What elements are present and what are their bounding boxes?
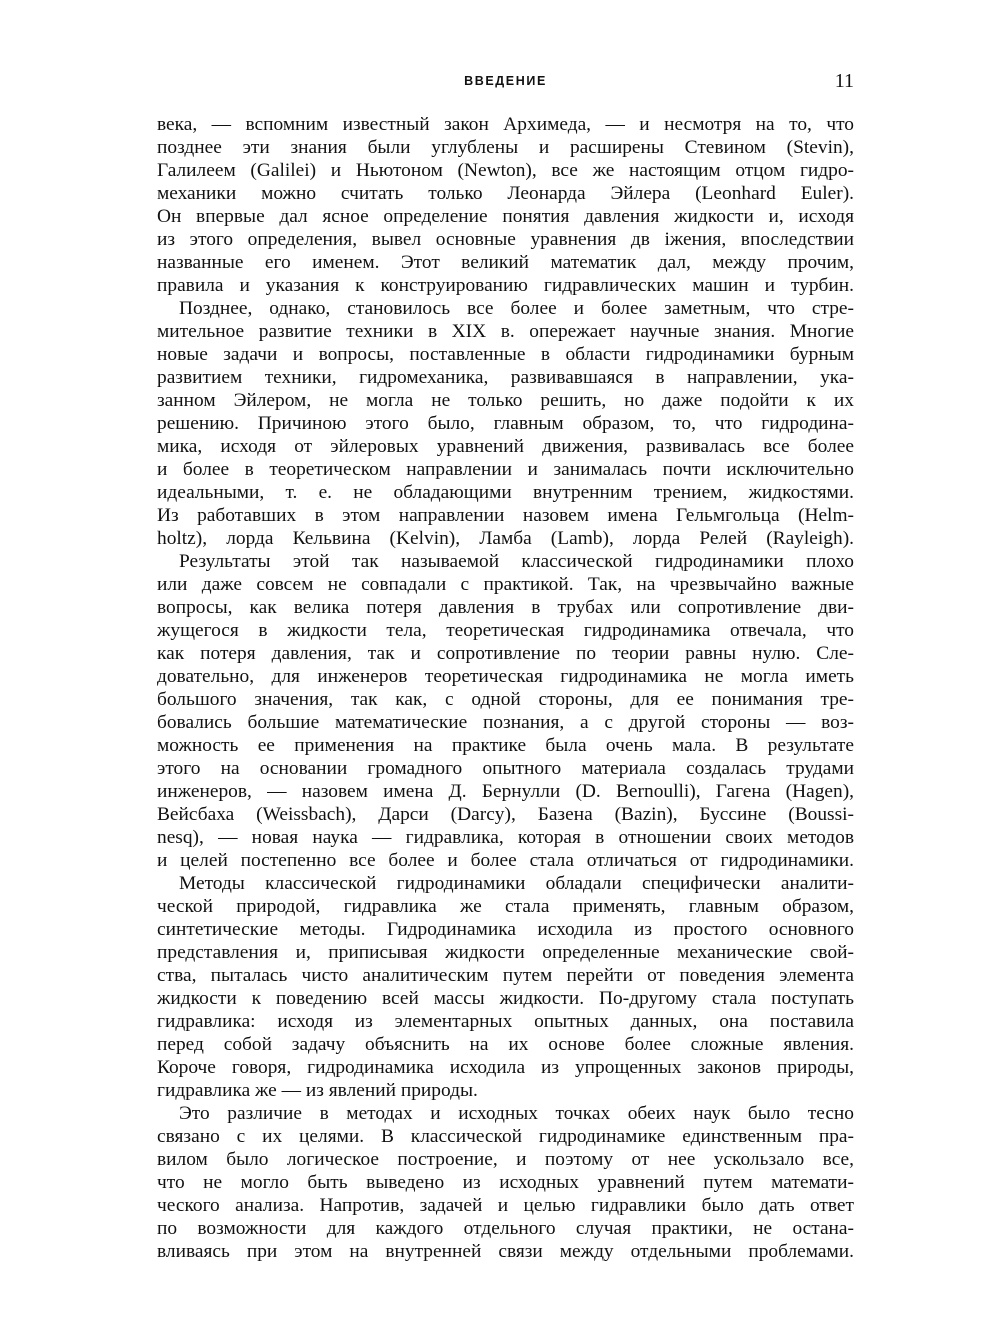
text-line: решению. Причиною этого было, главным образом, то, что гидродина- <box>157 413 854 434</box>
text-line: вилом было логическое построение, и поэтому от нее ускользало все, <box>157 1149 854 1170</box>
text-line: новые задачи и вопросы, поставленные в области гидродинамики бурным <box>157 344 854 365</box>
text-line: вопросы, как велика потеря давления в трубах или сопротивление дви- <box>157 597 854 618</box>
text-line: представления и, приписывая жидкости определенные механические свой- <box>157 942 854 963</box>
text-line: жущегося в жидкости тела, теоретическая гидродинамика отвечала, что <box>157 620 854 641</box>
text-line: жидкости к поведению всей массы жидкости. По-другому стала поступать <box>157 988 854 1009</box>
text-line: идеальными, т. е. не обладающими внутренним трением, жидкостями. <box>157 482 854 503</box>
paragraph-start-line: Позднее, однако, становилось все более и более заметным, что стре- <box>179 298 854 319</box>
running-header <box>157 70 854 94</box>
paragraph-end-line: гидравлика же — из явлений природы. <box>157 1080 478 1101</box>
text-line: названные его именем. Этот великий математик дал, между прочим, <box>157 252 854 273</box>
text-line: nesq), — новая наука — гидравлика, которая в отношении своих методов <box>157 827 854 848</box>
text-line: мика, исходя от эйлеровых уравнений движения, развивалась все более <box>157 436 854 457</box>
text-line: Галилеем (Galilei) и Ньютоном (Newton), все же настоящим отцом гидро- <box>157 160 854 181</box>
text-line: довательно, для инженеров теоретическая гидродинамика не могла иметь <box>157 666 854 687</box>
running-title: ВВЕДЕНИЕ <box>464 74 547 88</box>
text-line: что не могло быть выведено из исходных уравнений путем математи- <box>157 1172 854 1193</box>
text-line: этого на основании громадного опытного материала создалась трудами <box>157 758 854 779</box>
text-line: и целей постепенно все более и более стала отличаться от гидродинамики. <box>157 850 854 871</box>
text-line: мительное развитие техники в XIX в. опережает научные знания. Многие <box>157 321 854 342</box>
text-line: Он впервые дал ясное определение понятия давления жидкости и, исходя <box>157 206 854 227</box>
text-line: перед собой задачу объяснить на их основе более сложные явления. <box>157 1034 854 1055</box>
text-line: правила и указания к конструированию гидравлических машин и турбин. <box>157 275 854 296</box>
text-line: синтетические методы. Гидродинамика исходила из простого основного <box>157 919 854 940</box>
text-line: занном Эйлером, не могла не только решить, но даже подойти к их <box>157 390 854 411</box>
text-line: или даже совсем не совпадали с практикой. Так, на чрезвычайно важные <box>157 574 854 595</box>
page-number: 11 <box>834 70 854 92</box>
body-text <box>157 113 854 1263</box>
text-line: Вейсбаха (Weissbach), Дарси (Darcy), Базена (Bazin), Буссине (Boussi- <box>157 804 854 825</box>
text-line: по возможности для каждого отдельного случая практики, не остана- <box>157 1218 854 1239</box>
text-line: можность ее применения на практике была очень мала. В результате <box>157 735 854 756</box>
text-line: Короче говоря, гидродинамика исходила из упрощенных законов природы, <box>157 1057 854 1078</box>
text-line: механики можно считать только Леонарда Эйлера (Leonhard Euler). <box>157 183 854 204</box>
text-line: позднее эти знания были углублены и расширены Стевином (Stevin), <box>157 137 854 158</box>
text-line: развитием техники, гидромеханика, развивавшаяся в направлении, ука- <box>157 367 854 388</box>
text-line: связано с их целями. В классической гидродинамике единственным пра- <box>157 1126 854 1147</box>
text-line: века, — вспомним известный закон Архимеда, — и несмотря на то, что <box>157 114 854 135</box>
text-line: ческой природой, гидравлика же стала применять, главным образом, <box>157 896 854 917</box>
paragraph-start-line: Результаты этой так называемой классической гидродинамики плохо <box>179 551 854 572</box>
text-line: вливаясь при этом на внутренней связи между отдельными проблемами. <box>157 1241 854 1262</box>
text-line: Из работавших в этом направлении назовем имена Гельмгольца (Helm- <box>157 505 854 526</box>
paragraph-start-line: Методы классической гидродинамики обладали специфически аналити- <box>179 873 854 894</box>
text-line: ства, пыталась чисто аналитическим путем перейти от поведения элемента <box>157 965 854 986</box>
paragraph-start-line: Это различие в методах и исходных точках обеих наук было тесно <box>179 1103 854 1124</box>
text-line: инженеров, — назовем имена Д. Бернулли (D. Bernoulli), Гагена (Hagen), <box>157 781 854 802</box>
text-line: и более в теоретическом направлении и занималась почти исключительно <box>157 459 854 480</box>
text-line: большого значения, так как, с одной стороны, для ее понимания тре- <box>157 689 854 710</box>
text-line: как потеря давления, так и сопротивление по теории равны нулю. Сле- <box>157 643 854 664</box>
text-line: holtz), лорда Кельвина (Kelvin), Ламба (Lamb), лорда Релей (Rayleigh). <box>157 528 854 549</box>
text-line: ческого анализа. Напротив, задачей и целью гидравлики было дать ответ <box>157 1195 854 1216</box>
text-line: бовались большие математические познания, а с другой стороны — воз- <box>157 712 854 733</box>
text-line: гидравлика: исходя из элементарных опытных данных, она поставила <box>157 1011 854 1032</box>
text-line: из этого определения, вывел основные уравнения дв іжения, впоследствии <box>157 229 854 250</box>
